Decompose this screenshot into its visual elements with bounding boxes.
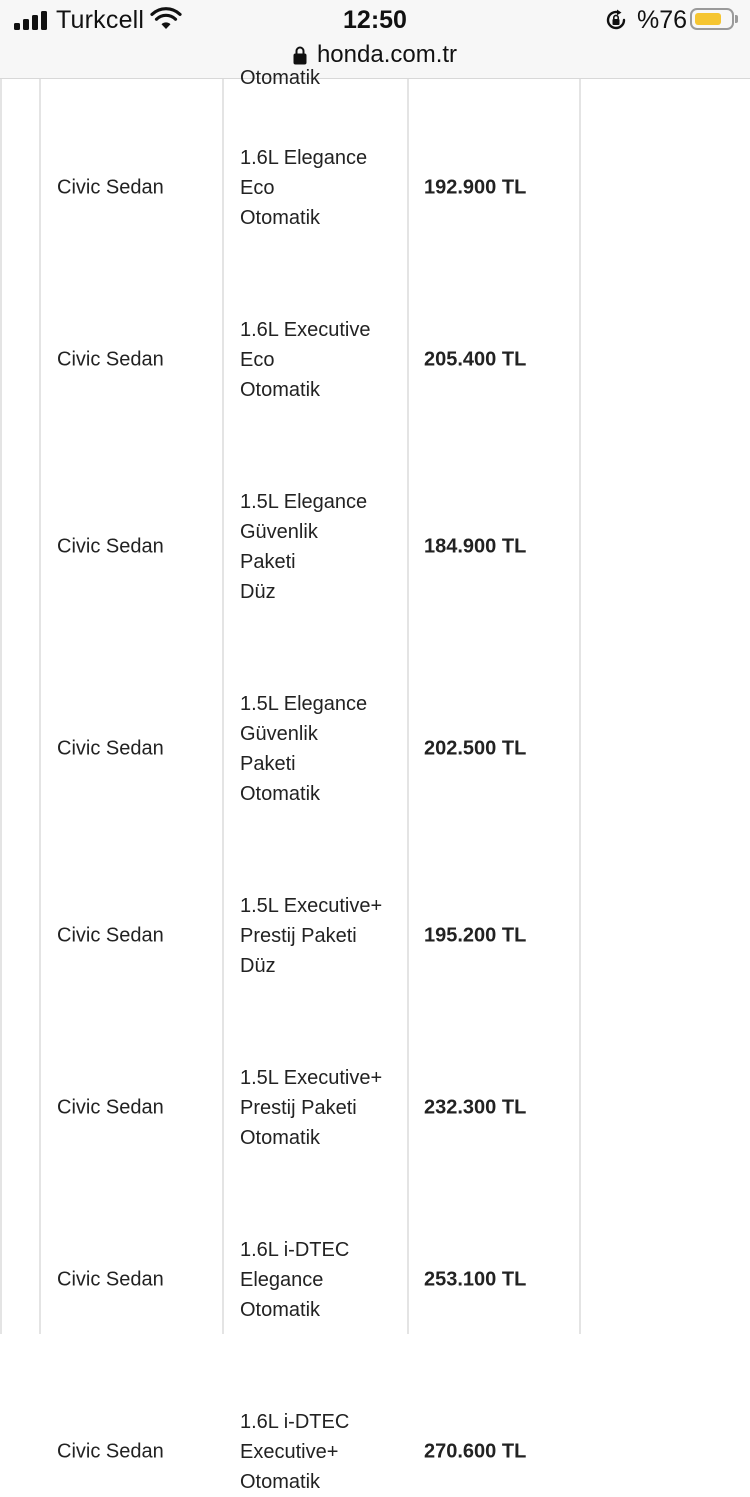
price-cell: 202.500 TL	[424, 737, 527, 760]
version-line: Güvenlik	[240, 723, 318, 745]
rotation-lock-icon	[604, 8, 628, 32]
version-line: Prestij Paketi	[240, 1097, 357, 1119]
model-cell: Civic Sedan	[57, 535, 164, 558]
version-line: Düz	[240, 955, 276, 977]
price-cell: 270.600 TL	[424, 1440, 527, 1463]
table-column-divider	[407, 79, 409, 1334]
version-line: Güvenlik	[240, 521, 318, 543]
version-cell	[240, 1063, 405, 1153]
lock-icon	[293, 45, 307, 65]
version-cell	[240, 1407, 405, 1497]
version-cell	[240, 1235, 405, 1325]
version-line: Düz	[240, 581, 276, 603]
version-line: Otomatik	[240, 1127, 321, 1149]
model-cell: Civic Sedan	[57, 348, 164, 371]
version-line: Otomatik	[240, 1471, 321, 1493]
status-bar	[0, 0, 750, 40]
battery-level	[695, 13, 721, 25]
version-line: Paketi	[240, 551, 296, 573]
version-cell	[240, 63, 405, 93]
version-line: Otomatik	[240, 379, 321, 401]
table-column-divider	[39, 79, 41, 1334]
version-line: Prestij Paketi	[240, 925, 357, 947]
version-line: 1.5L Elegance	[240, 491, 368, 513]
version-line: 1.5L Elegance	[240, 693, 368, 715]
version-line: 1.5L Executive+	[240, 1067, 383, 1089]
price-cell: 195.200 TL	[424, 924, 527, 947]
carrier-name: Turkcell	[56, 6, 145, 34]
version-line: Eco	[240, 177, 275, 199]
model-cell: Civic Sedan	[57, 924, 164, 947]
table-border-left	[0, 79, 2, 1334]
version-line: 1.6L Executive	[240, 319, 371, 341]
version-line: Executive+	[240, 1441, 339, 1463]
version-line: 1.6L i-DTEC	[240, 1239, 350, 1261]
battery-icon	[690, 8, 734, 30]
version-line: Otomatik	[240, 67, 321, 89]
version-cell	[240, 891, 405, 981]
price-cell: 232.300 TL	[424, 1096, 527, 1119]
table-column-divider	[579, 79, 581, 1334]
price-table-viewport[interactable]	[0, 67, 750, 1493]
version-line: Otomatik	[240, 207, 321, 229]
version-cell	[240, 689, 405, 809]
price-cell: 192.900 TL	[424, 176, 527, 199]
battery-cap	[735, 15, 738, 23]
model-cell: Civic Sedan	[57, 1268, 164, 1291]
version-line: Otomatik	[240, 1299, 321, 1321]
version-line: 1.5L Executive+	[240, 895, 383, 917]
version-cell	[240, 143, 405, 233]
model-cell: Civic Sedan	[57, 1096, 164, 1119]
table-column-divider	[222, 79, 224, 1334]
clock: 12:50	[343, 6, 407, 34]
model-cell: Civic Sedan	[57, 176, 164, 199]
version-line: Eco	[240, 349, 275, 371]
price-cell: 184.900 TL	[424, 535, 527, 558]
version-line: 1.6L Elegance	[240, 147, 368, 169]
battery-percentage: %76	[637, 6, 688, 34]
version-line: Elegance	[240, 1269, 324, 1291]
version-line: 1.6L i-DTEC	[240, 1411, 350, 1433]
model-cell: Civic Sedan	[57, 737, 164, 760]
model-cell: Civic Sedan	[57, 1440, 164, 1463]
price-cell: 253.100 TL	[424, 1268, 527, 1291]
price-cell: 205.400 TL	[424, 348, 527, 371]
version-cell	[240, 487, 405, 607]
url-text[interactable]: honda.com.tr	[316, 41, 458, 68]
version-cell	[240, 315, 405, 405]
version-line: Paketi	[240, 753, 296, 775]
version-line: Otomatik	[240, 783, 321, 805]
